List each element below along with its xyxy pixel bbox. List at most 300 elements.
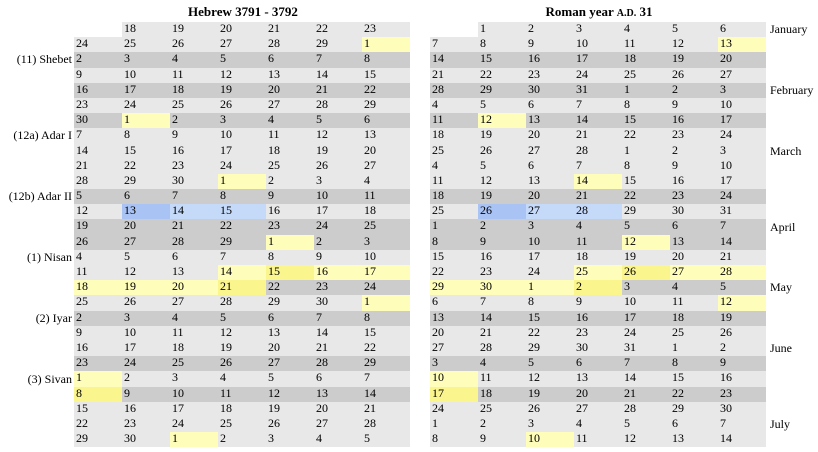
roman-day-cell: 12 xyxy=(670,37,718,52)
hebrew-day-cell: 3 xyxy=(122,52,170,67)
hebrew-day-cell: 30 xyxy=(314,295,362,310)
hebrew-day-cell: 13 xyxy=(170,265,218,280)
roman-day-cell: 30 xyxy=(478,280,526,295)
roman-day-cell: 18 xyxy=(478,387,526,402)
roman-day-cell: 26 xyxy=(526,402,574,417)
hebrew-day-cell: 1 xyxy=(74,371,122,386)
hebrew-day-cell: 22 xyxy=(74,417,122,432)
hebrew-month-label: (1) Nisan xyxy=(27,250,72,264)
roman-day-cell: 1 xyxy=(622,83,670,98)
hebrew-year-title xyxy=(76,4,410,20)
roman-day-cell: 29 xyxy=(622,204,670,219)
roman-day-cell: 8 xyxy=(622,98,670,113)
roman-day-cell: 23 xyxy=(670,128,718,143)
hebrew-day-cell: 21 xyxy=(170,219,218,234)
roman-day-cell: 3 xyxy=(430,356,478,371)
hebrew-day-cell: 10 xyxy=(362,250,410,265)
roman-day-cell: 6 xyxy=(670,417,718,432)
roman-day-cell: 4 xyxy=(574,219,622,234)
hebrew-day-cell: 2 xyxy=(74,311,122,326)
hebrew-day-cell xyxy=(74,22,122,37)
roman-day-cell: 10 xyxy=(622,295,670,310)
roman-day-cell: 13 xyxy=(430,311,478,326)
roman-day-cell: 3 xyxy=(718,144,766,159)
roman-day-cell: 7 xyxy=(574,159,622,174)
roman-day-cell: 21 xyxy=(430,68,478,83)
roman-week-row xyxy=(430,432,766,447)
hebrew-day-cell: 21 xyxy=(74,159,122,174)
hebrew-day-cell: 27 xyxy=(362,159,410,174)
hebrew-day-cell: 18 xyxy=(170,341,218,356)
roman-week-row xyxy=(430,83,766,98)
roman-day-cell: 16 xyxy=(718,371,766,386)
hebrew-calendar-grid xyxy=(74,22,410,447)
hebrew-day-cell: 17 xyxy=(122,83,170,98)
hebrew-day-cell: 27 xyxy=(266,356,314,371)
hebrew-day-cell: 15 xyxy=(362,326,410,341)
roman-day-cell: 12 xyxy=(622,432,670,447)
hebrew-day-cell: 28 xyxy=(74,174,122,189)
hebrew-day-cell: 11 xyxy=(362,189,410,204)
roman-week-row xyxy=(430,356,766,371)
roman-day-cell: 10 xyxy=(430,371,478,386)
roman-day-cell: 30 xyxy=(526,83,574,98)
roman-year-number: 31 xyxy=(636,4,653,19)
hebrew-day-cell: 15 xyxy=(74,402,122,417)
hebrew-day-cell: 4 xyxy=(314,432,362,447)
hebrew-day-cell: 18 xyxy=(362,204,410,219)
hebrew-day-cell: 9 xyxy=(74,326,122,341)
hebrew-day-cell: 7 xyxy=(314,52,362,67)
roman-day-cell: 18 xyxy=(430,189,478,204)
roman-day-cell: 25 xyxy=(430,204,478,219)
roman-day-cell: 11 xyxy=(430,113,478,128)
roman-day-cell: 31 xyxy=(622,341,670,356)
hebrew-day-cell: 29 xyxy=(122,174,170,189)
roman-day-cell: 30 xyxy=(718,402,766,417)
roman-day-cell: 15 xyxy=(430,250,478,265)
roman-day-cell: 7 xyxy=(430,37,478,52)
roman-week-row xyxy=(430,341,766,356)
roman-day-cell: 21 xyxy=(718,250,766,265)
roman-day-cell: 2 xyxy=(718,341,766,356)
roman-day-cell: 16 xyxy=(670,174,718,189)
hebrew-day-cell: 21 xyxy=(362,402,410,417)
roman-day-cell: 8 xyxy=(670,356,718,371)
hebrew-day-cell: 4 xyxy=(218,371,266,386)
hebrew-day-cell: 29 xyxy=(218,235,266,250)
hebrew-day-cell: 25 xyxy=(218,417,266,432)
hebrew-day-cell: 26 xyxy=(266,417,314,432)
hebrew-day-cell: 21 xyxy=(314,83,362,98)
hebrew-day-cell: 20 xyxy=(266,341,314,356)
hebrew-day-cell: 11 xyxy=(170,326,218,341)
roman-day-cell: 8 xyxy=(622,159,670,174)
hebrew-day-cell: 19 xyxy=(314,144,362,159)
roman-day-cell: 4 xyxy=(574,417,622,432)
roman-day-cell: 17 xyxy=(574,52,622,67)
hebrew-month-label: (12b) Adar II xyxy=(8,189,72,204)
roman-day-cell: 21 xyxy=(622,387,670,402)
hebrew-day-cell: 27 xyxy=(314,417,362,432)
hebrew-day-cell: 5 xyxy=(362,432,410,447)
hebrew-day-cell: 23 xyxy=(170,159,218,174)
hebrew-day-cell: 22 xyxy=(218,219,266,234)
roman-week-row xyxy=(430,280,766,295)
hebrew-day-cell: 19 xyxy=(218,83,266,98)
hebrew-day-cell: 14 xyxy=(314,326,362,341)
roman-day-cell: 7 xyxy=(574,98,622,113)
roman-day-cell: 23 xyxy=(526,68,574,83)
roman-day-cell: 20 xyxy=(574,387,622,402)
roman-day-cell: 12 xyxy=(478,113,526,128)
hebrew-day-cell: 2 xyxy=(266,174,314,189)
hebrew-day-cell: 16 xyxy=(170,144,218,159)
hebrew-day-cell: 14 xyxy=(74,144,122,159)
hebrew-day-cell: 12 xyxy=(74,204,122,219)
roman-day-cell: 16 xyxy=(670,113,718,128)
roman-month-label: April xyxy=(770,219,796,234)
roman-day-cell: 26 xyxy=(622,265,670,280)
roman-day-cell: 9 xyxy=(478,235,526,250)
hebrew-day-cell: 12 xyxy=(218,326,266,341)
hebrew-week-row xyxy=(74,387,410,402)
hebrew-day-cell: 26 xyxy=(74,235,122,250)
hebrew-day-cell: 8 xyxy=(122,128,170,143)
hebrew-day-cell: 21 xyxy=(266,22,314,37)
roman-day-cell: 5 xyxy=(478,98,526,113)
roman-day-cell: 29 xyxy=(526,341,574,356)
roman-day-cell: 9 xyxy=(670,159,718,174)
roman-year-era: A.D. xyxy=(616,8,637,19)
roman-day-cell: 25 xyxy=(670,326,718,341)
hebrew-day-cell: 22 xyxy=(362,83,410,98)
hebrew-day-cell: 27 xyxy=(266,98,314,113)
hebrew-day-cell: 25 xyxy=(170,98,218,113)
roman-day-cell: 27 xyxy=(670,265,718,280)
roman-day-cell: 24 xyxy=(718,189,766,204)
hebrew-month-label: (11) Shebet xyxy=(16,52,72,67)
roman-day-cell: 3 xyxy=(622,280,670,295)
roman-week-row xyxy=(430,387,766,402)
hebrew-day-cell: 20 xyxy=(314,402,362,417)
hebrew-day-cell: 3 xyxy=(266,432,314,447)
roman-day-cell: 28 xyxy=(478,341,526,356)
hebrew-day-cell: 15 xyxy=(122,144,170,159)
roman-week-row xyxy=(430,417,766,432)
roman-week-row xyxy=(430,98,766,113)
roman-month-label: February xyxy=(770,82,814,97)
roman-day-cell: 10 xyxy=(574,37,622,52)
hebrew-day-cell: 7 xyxy=(314,311,362,326)
hebrew-day-cell: 9 xyxy=(170,128,218,143)
hebrew-day-cell: 13 xyxy=(266,326,314,341)
hebrew-day-cell: 28 xyxy=(266,37,314,52)
hebrew-day-cell: 16 xyxy=(122,402,170,417)
roman-day-cell: 17 xyxy=(526,250,574,265)
hebrew-day-cell: 11 xyxy=(266,128,314,143)
hebrew-day-cell: 10 xyxy=(122,68,170,83)
roman-day-cell: 7 xyxy=(478,295,526,310)
hebrew-day-cell: 25 xyxy=(362,219,410,234)
roman-day-cell: 14 xyxy=(430,52,478,67)
roman-day-cell: 2 xyxy=(670,83,718,98)
hebrew-day-cell: 10 xyxy=(170,387,218,402)
hebrew-day-cell: 29 xyxy=(362,98,410,113)
hebrew-day-cell: 3 xyxy=(314,174,362,189)
hebrew-day-cell: 5 xyxy=(74,189,122,204)
hebrew-day-cell: 19 xyxy=(122,280,170,295)
hebrew-day-cell: 26 xyxy=(170,37,218,52)
hebrew-day-cell: 27 xyxy=(122,235,170,250)
roman-day-cell: 14 xyxy=(478,311,526,326)
roman-day-cell: 1 xyxy=(526,280,574,295)
hebrew-day-cell: 25 xyxy=(74,295,122,310)
roman-day-cell: 4 xyxy=(478,356,526,371)
hebrew-day-cell: 1 xyxy=(218,174,266,189)
hebrew-day-cell: 6 xyxy=(266,311,314,326)
hebrew-day-cell: 5 xyxy=(266,371,314,386)
hebrew-month-label: (3) Sivan xyxy=(27,371,72,386)
roman-day-cell: 24 xyxy=(430,402,478,417)
roman-day-cell: 30 xyxy=(574,341,622,356)
roman-day-cell: 6 xyxy=(526,98,574,113)
hebrew-day-cell: 9 xyxy=(122,387,170,402)
roman-day-cell: 13 xyxy=(718,37,766,52)
roman-day-cell: 22 xyxy=(622,128,670,143)
hebrew-day-cell: 18 xyxy=(170,83,218,98)
roman-day-cell: 5 xyxy=(670,22,718,37)
roman-day-cell: 23 xyxy=(574,326,622,341)
roman-day-cell: 17 xyxy=(718,113,766,128)
roman-day-cell: 7 xyxy=(718,417,766,432)
roman-day-cell: 7 xyxy=(622,356,670,371)
roman-day-cell: 28 xyxy=(574,144,622,159)
roman-day-cell: 10 xyxy=(526,432,574,447)
hebrew-day-cell: 28 xyxy=(314,98,362,113)
hebrew-day-cell: 25 xyxy=(266,159,314,174)
hebrew-day-cell: 17 xyxy=(314,204,362,219)
hebrew-day-cell: 30 xyxy=(74,113,122,128)
roman-day-cell: 22 xyxy=(430,265,478,280)
roman-week-row xyxy=(430,326,766,341)
roman-day-cell: 3 xyxy=(526,417,574,432)
roman-day-cell: 15 xyxy=(622,174,670,189)
roman-day-cell: 8 xyxy=(430,235,478,250)
roman-day-cell: 5 xyxy=(478,159,526,174)
roman-week-row xyxy=(430,113,766,128)
roman-day-cell: 17 xyxy=(430,387,478,402)
hebrew-day-cell: 12 xyxy=(266,387,314,402)
hebrew-day-cell: 21 xyxy=(314,341,362,356)
hebrew-day-cell: 8 xyxy=(362,52,410,67)
hebrew-week-row xyxy=(74,356,410,371)
hebrew-week-row xyxy=(74,219,410,234)
roman-week-row xyxy=(430,295,766,310)
roman-day-cell: 28 xyxy=(622,402,670,417)
hebrew-day-cell: 24 xyxy=(314,219,362,234)
roman-day-cell: 25 xyxy=(574,265,622,280)
roman-month-label: May xyxy=(770,280,792,295)
hebrew-day-cell: 26 xyxy=(122,295,170,310)
roman-day-cell: 7 xyxy=(718,219,766,234)
hebrew-day-cell: 17 xyxy=(170,402,218,417)
roman-week-row xyxy=(430,128,766,143)
hebrew-day-cell: 24 xyxy=(74,37,122,52)
roman-week-row xyxy=(430,189,766,204)
hebrew-day-cell: 24 xyxy=(218,159,266,174)
roman-day-cell: 22 xyxy=(526,326,574,341)
roman-day-cell: 8 xyxy=(430,432,478,447)
roman-day-cell: 20 xyxy=(670,250,718,265)
hebrew-day-cell: 7 xyxy=(218,250,266,265)
roman-week-row xyxy=(430,159,766,174)
roman-day-cell: 27 xyxy=(526,204,574,219)
roman-day-cell: 8 xyxy=(478,37,526,52)
roman-year-prefix: Roman year xyxy=(545,4,617,19)
roman-day-cell: 5 xyxy=(526,356,574,371)
hebrew-day-cell: 24 xyxy=(122,98,170,113)
hebrew-day-cell: 8 xyxy=(74,387,122,402)
hebrew-day-cell: 28 xyxy=(314,356,362,371)
roman-day-cell: 9 xyxy=(718,356,766,371)
hebrew-day-cell: 17 xyxy=(218,144,266,159)
hebrew-day-cell: 26 xyxy=(218,98,266,113)
hebrew-day-cell: 13 xyxy=(362,128,410,143)
roman-week-row xyxy=(430,250,766,265)
hebrew-week-row xyxy=(74,311,410,326)
roman-day-cell: 11 xyxy=(574,432,622,447)
roman-day-cell: 11 xyxy=(478,371,526,386)
hebrew-week-row xyxy=(74,144,410,159)
roman-day-cell: 12 xyxy=(622,235,670,250)
hebrew-day-cell: 16 xyxy=(266,204,314,219)
roman-day-cell: 4 xyxy=(622,22,670,37)
roman-day-cell: 21 xyxy=(574,128,622,143)
roman-day-cell: 16 xyxy=(574,311,622,326)
roman-day-cell: 20 xyxy=(526,128,574,143)
hebrew-day-cell: 28 xyxy=(218,295,266,310)
roman-week-row xyxy=(430,219,766,234)
roman-day-cell: 6 xyxy=(670,219,718,234)
hebrew-week-row xyxy=(74,113,410,128)
hebrew-day-cell: 4 xyxy=(266,113,314,128)
roman-day-cell: 12 xyxy=(478,174,526,189)
hebrew-day-cell: 2 xyxy=(218,432,266,447)
roman-day-cell: 18 xyxy=(574,250,622,265)
hebrew-day-cell: 2 xyxy=(74,52,122,67)
hebrew-day-cell: 3 xyxy=(122,311,170,326)
roman-day-cell: 14 xyxy=(574,174,622,189)
hebrew-day-cell: 18 xyxy=(218,402,266,417)
hebrew-day-cell: 29 xyxy=(266,295,314,310)
roman-day-cell: 24 xyxy=(622,326,670,341)
roman-day-cell: 15 xyxy=(670,371,718,386)
roman-day-cell: 1 xyxy=(622,144,670,159)
hebrew-day-cell: 20 xyxy=(122,219,170,234)
roman-day-cell: 15 xyxy=(622,113,670,128)
hebrew-day-cell: 17 xyxy=(122,341,170,356)
roman-day-cell: 28 xyxy=(718,265,766,280)
hebrew-day-cell: 23 xyxy=(362,22,410,37)
hebrew-day-cell: 29 xyxy=(362,356,410,371)
roman-day-cell: 23 xyxy=(670,189,718,204)
roman-day-cell: 29 xyxy=(478,83,526,98)
roman-day-cell: 2 xyxy=(574,280,622,295)
hebrew-day-cell: 4 xyxy=(74,250,122,265)
hebrew-day-cell: 7 xyxy=(170,189,218,204)
hebrew-day-cell: 19 xyxy=(74,219,122,234)
hebrew-day-cell: 2 xyxy=(170,113,218,128)
hebrew-day-cell: 28 xyxy=(170,235,218,250)
hebrew-day-cell: 2 xyxy=(314,235,362,250)
roman-week-row xyxy=(430,402,766,417)
hebrew-day-cell: 1 xyxy=(362,37,410,52)
hebrew-day-cell: 1 xyxy=(122,113,170,128)
hebrew-week-row xyxy=(74,280,410,295)
roman-day-cell: 27 xyxy=(430,341,478,356)
roman-day-cell: 22 xyxy=(478,68,526,83)
hebrew-day-cell: 19 xyxy=(170,22,218,37)
hebrew-day-cell: 30 xyxy=(170,174,218,189)
hebrew-day-cell: 22 xyxy=(362,341,410,356)
roman-day-cell: 5 xyxy=(718,280,766,295)
hebrew-week-row xyxy=(74,341,410,356)
hebrew-day-cell: 10 xyxy=(122,326,170,341)
hebrew-day-cell: 28 xyxy=(362,417,410,432)
roman-week-row xyxy=(430,144,766,159)
roman-week-row xyxy=(430,52,766,67)
hebrew-day-cell: 25 xyxy=(170,356,218,371)
hebrew-day-cell: 26 xyxy=(314,159,362,174)
hebrew-day-cell: 11 xyxy=(218,387,266,402)
roman-day-cell: 6 xyxy=(526,159,574,174)
roman-day-cell: 28 xyxy=(430,83,478,98)
hebrew-week-row xyxy=(74,22,410,37)
roman-day-cell: 20 xyxy=(526,189,574,204)
hebrew-day-cell: 17 xyxy=(362,265,410,280)
roman-day-cell: 26 xyxy=(478,204,526,219)
roman-week-row xyxy=(430,37,766,52)
roman-day-cell: 14 xyxy=(718,432,766,447)
roman-day-cell: 19 xyxy=(670,52,718,67)
hebrew-week-row xyxy=(74,98,410,113)
roman-day-cell: 2 xyxy=(478,417,526,432)
hebrew-day-cell: 30 xyxy=(122,432,170,447)
roman-day-cell: 2 xyxy=(478,219,526,234)
hebrew-day-cell: 27 xyxy=(218,37,266,52)
hebrew-year-title-text: Hebrew 3791 - 3792 xyxy=(188,4,298,19)
roman-day-cell: 18 xyxy=(622,52,670,67)
roman-day-cell: 13 xyxy=(526,113,574,128)
roman-day-cell: 10 xyxy=(526,235,574,250)
roman-day-cell: 11 xyxy=(670,295,718,310)
hebrew-day-cell: 22 xyxy=(266,280,314,295)
hebrew-week-row xyxy=(74,371,410,386)
roman-day-cell: 22 xyxy=(670,387,718,402)
hebrew-day-cell: 14 xyxy=(218,265,266,280)
roman-day-cell: 6 xyxy=(430,295,478,310)
roman-day-cell: 4 xyxy=(430,98,478,113)
hebrew-week-row xyxy=(74,37,410,52)
roman-day-cell: 25 xyxy=(622,68,670,83)
roman-week-row xyxy=(430,174,766,189)
roman-day-cell: 8 xyxy=(526,295,574,310)
hebrew-week-row xyxy=(74,174,410,189)
hebrew-day-cell: 26 xyxy=(218,356,266,371)
roman-day-cell: 24 xyxy=(574,68,622,83)
hebrew-day-cell: 14 xyxy=(170,204,218,219)
